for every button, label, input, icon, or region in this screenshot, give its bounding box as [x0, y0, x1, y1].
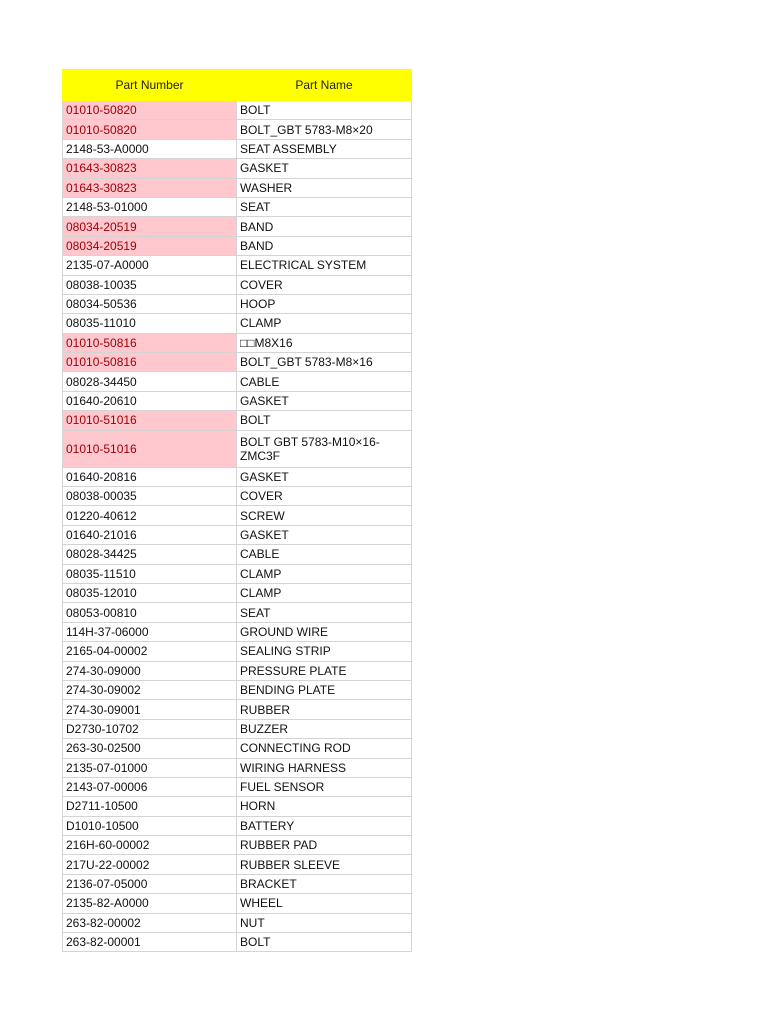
table-row [63, 275, 412, 294]
table-row [63, 855, 412, 874]
table-row [63, 314, 412, 333]
part-name-cell[interactable]: BOLT_GBT 5783-M8×20 [237, 120, 412, 139]
table-row [63, 913, 412, 932]
part-number-cell[interactable]: 08035-11010 [63, 314, 237, 333]
table-row [63, 236, 412, 255]
part-name-cell[interactable]: CLAMP [237, 314, 412, 333]
part-number-cell[interactable]: 2135-07-A0000 [63, 256, 237, 275]
part-name-cell[interactable]: SCREW [237, 506, 412, 525]
part-name-cell[interactable]: BATTERY [237, 816, 412, 835]
part-number-cell[interactable]: 2136-07-05000 [63, 874, 237, 893]
part-number-cell[interactable]: 01643-30823 [63, 178, 237, 197]
table-row [63, 583, 412, 602]
table-row [63, 836, 412, 855]
part-number-cell[interactable]: 08028-34450 [63, 372, 237, 391]
part-number-cell[interactable]: 2148-53-01000 [63, 197, 237, 216]
table-row [63, 197, 412, 216]
part-name-cell[interactable]: RUBBER [237, 700, 412, 719]
part-name-cell[interactable]: SEALING STRIP [237, 642, 412, 661]
table-row [63, 816, 412, 835]
part-name-cell[interactable]: GASKET [237, 159, 412, 178]
table-row [63, 506, 412, 525]
part-number-cell[interactable]: 01010-51016 [63, 411, 237, 430]
table-row [63, 622, 412, 641]
part-number-cell[interactable]: 216H-60-00002 [63, 836, 237, 855]
table-row [63, 391, 412, 410]
table-row [63, 139, 412, 158]
part-name-cell[interactable]: □□M8X16 [237, 333, 412, 352]
part-name-cell[interactable]: BENDING PLATE [237, 680, 412, 699]
part-name-cell[interactable]: NUT [237, 913, 412, 932]
header-part-number[interactable]: Part Number [63, 70, 237, 101]
part-number-cell[interactable]: D2711-10500 [63, 797, 237, 816]
part-number-cell[interactable]: 08038-10035 [63, 275, 237, 294]
part-name-cell[interactable]: GASKET [237, 525, 412, 544]
part-name-cell[interactable]: RUBBER SLEEVE [237, 855, 412, 874]
table-row [63, 564, 412, 583]
part-name-cell[interactable]: SEAT ASSEMBLY [237, 139, 412, 158]
table-row [63, 120, 412, 139]
header-part-name[interactable]: Part Name [237, 70, 412, 101]
part-name-cell[interactable]: SEAT [237, 197, 412, 216]
table-row [63, 758, 412, 777]
table-row [63, 217, 412, 236]
table-row [63, 487, 412, 506]
part-name-cell[interactable]: WHEEL [237, 894, 412, 913]
table-row [63, 874, 412, 893]
part-name-cell[interactable]: HORN [237, 797, 412, 816]
part-name-cell[interactable]: BOLT [237, 101, 412, 120]
part-number-cell[interactable]: 01010-50816 [63, 353, 237, 372]
part-name-cell[interactable]: PRESSURE PLATE [237, 661, 412, 680]
table-row [63, 372, 412, 391]
table-row [63, 430, 412, 467]
part-name-cell[interactable]: CLAMP [237, 583, 412, 602]
table-row [63, 603, 412, 622]
part-name-cell[interactable]: BUZZER [237, 719, 412, 738]
table-row [63, 333, 412, 352]
part-name-cell[interactable]: BRACKET [237, 874, 412, 893]
part-number-cell[interactable]: 01643-30823 [63, 159, 237, 178]
part-name-cell[interactable]: FUEL SENSOR [237, 777, 412, 796]
table-row [63, 797, 412, 816]
table-row [63, 545, 412, 564]
part-number-cell[interactable]: 08053-00810 [63, 603, 237, 622]
part-number-cell[interactable]: 2135-07-01000 [63, 758, 237, 777]
table-row [63, 178, 412, 197]
part-number-cell[interactable]: 01640-20816 [63, 467, 237, 486]
part-number-cell[interactable]: 263-30-02500 [63, 739, 237, 758]
table-row [63, 642, 412, 661]
part-name-cell[interactable]: SEAT [237, 603, 412, 622]
table-row [63, 933, 412, 952]
part-name-cell[interactable]: COVER [237, 275, 412, 294]
part-name-cell[interactable]: ELECTRICAL SYSTEM [237, 256, 412, 275]
part-name-cell[interactable]: CABLE [237, 545, 412, 564]
table-header [63, 70, 412, 101]
part-number-cell[interactable]: 08034-20519 [63, 217, 237, 236]
table-row [63, 294, 412, 313]
table-row [63, 525, 412, 544]
part-number-cell[interactable]: 274-30-09001 [63, 700, 237, 719]
part-name-cell[interactable]: RUBBER PAD [237, 836, 412, 855]
part-name-cell[interactable]: BAND [237, 236, 412, 255]
part-number-cell[interactable]: 2165-04-00002 [63, 642, 237, 661]
part-name-cell[interactable]: BOLT [237, 411, 412, 430]
parts-table [62, 69, 412, 952]
header-row [63, 70, 412, 101]
part-number-cell[interactable]: 08038-00035 [63, 487, 237, 506]
table-row [63, 353, 412, 372]
part-number-cell[interactable]: 114H-37-06000 [63, 622, 237, 641]
table-row [63, 101, 412, 120]
part-name-cell[interactable]: CONNECTING ROD [237, 739, 412, 758]
part-name-cell[interactable]: COVER [237, 487, 412, 506]
part-name-cell[interactable]: HOOP [237, 294, 412, 313]
part-name-cell[interactable]: WASHER [237, 178, 412, 197]
part-name-cell[interactable]: GASKET [237, 391, 412, 410]
part-number-cell[interactable]: 274-30-09002 [63, 680, 237, 699]
part-name-cell[interactable]: GASKET [237, 467, 412, 486]
part-number-cell[interactable]: 274-30-09000 [63, 661, 237, 680]
part-number-cell[interactable]: 2135-82-A0000 [63, 894, 237, 913]
part-number-cell[interactable]: 01640-20610 [63, 391, 237, 410]
part-name-cell[interactable]: CLAMP [237, 564, 412, 583]
table-row [63, 700, 412, 719]
table-row [63, 159, 412, 178]
part-number-cell[interactable]: 08035-12010 [63, 583, 237, 602]
part-number-cell[interactable]: 2143-07-00006 [63, 777, 237, 796]
part-number-cell[interactable]: 217U-22-00002 [63, 855, 237, 874]
part-number-cell[interactable]: 08034-50536 [63, 294, 237, 313]
part-number-cell[interactable]: 01640-21016 [63, 525, 237, 544]
table-row [63, 777, 412, 796]
part-number-cell[interactable]: 08028-34425 [63, 545, 237, 564]
part-number-cell[interactable]: D2730-10702 [63, 719, 237, 738]
part-number-cell[interactable]: 01010-50820 [63, 101, 237, 120]
table-row [63, 411, 412, 430]
table-row [63, 680, 412, 699]
part-name-cell[interactable]: GROUND WIRE [237, 622, 412, 641]
part-name-cell[interactable]: BOLT [237, 933, 412, 952]
table-row [63, 467, 412, 486]
part-name-cell[interactable]: BOLT GBT 5783-M10×16-ZMC3F [237, 430, 412, 467]
table-row [63, 894, 412, 913]
table-row [63, 739, 412, 758]
table-row [63, 719, 412, 738]
table-row [63, 661, 412, 680]
part-number-cell[interactable]: 01010-51016 [63, 430, 237, 467]
part-number-cell[interactable]: D1010-10500 [63, 816, 237, 835]
part-number-cell[interactable]: 2148-53-A0000 [63, 139, 237, 158]
part-name-cell[interactable]: CABLE [237, 372, 412, 391]
part-name-cell[interactable]: WIRING HARNESS [237, 758, 412, 777]
part-name-cell[interactable]: BAND [237, 217, 412, 236]
part-number-cell[interactable]: 01010-50816 [63, 333, 237, 352]
part-number-cell[interactable]: 263-82-00002 [63, 913, 237, 932]
part-number-cell[interactable]: 263-82-00001 [63, 933, 237, 952]
table-row [63, 256, 412, 275]
table-body [63, 101, 412, 952]
part-number-cell[interactable]: 08034-20519 [63, 236, 237, 255]
part-number-cell[interactable]: 08035-11510 [63, 564, 237, 583]
part-name-cell[interactable]: BOLT_GBT 5783-M8×16 [237, 353, 412, 372]
part-number-cell[interactable]: 01010-50820 [63, 120, 237, 139]
part-number-cell[interactable]: 01220-40612 [63, 506, 237, 525]
